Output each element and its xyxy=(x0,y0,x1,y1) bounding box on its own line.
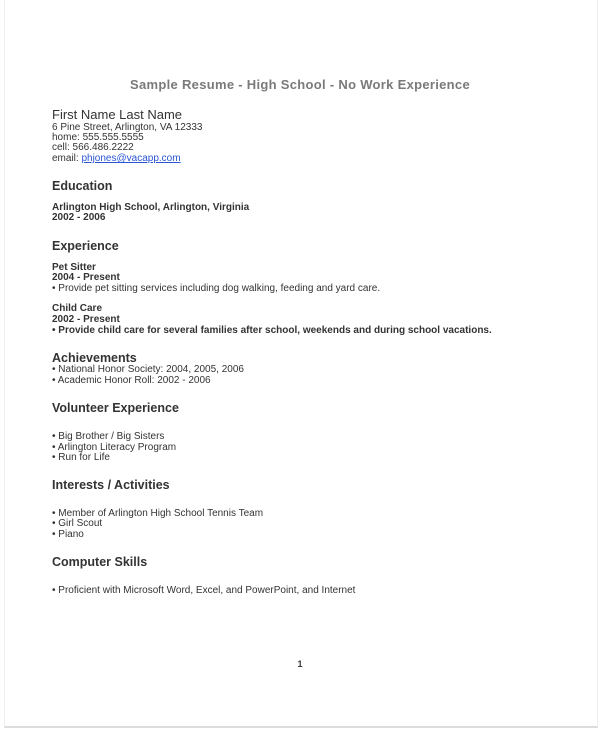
page-number: 1 xyxy=(297,659,303,669)
interest-item: • Piano xyxy=(52,529,84,540)
cell-phone: cell: 566.486.2222 xyxy=(52,142,134,153)
interest-item: • Girl Scout xyxy=(52,518,103,529)
interests-heading: Interests / Activities xyxy=(52,478,170,492)
achievement-item: • National Honor Society: 2004, 2005, 2006 xyxy=(52,364,244,375)
applicant-name: First Name Last Name xyxy=(52,107,183,122)
home-phone: home: 555.555.5555 xyxy=(52,132,144,143)
job-dates: 2002 - Present xyxy=(52,314,120,325)
job-bullet: • Provide pet sitting services including dog walking, feeding and yard care. xyxy=(52,283,381,294)
interest-item: • Member of Arlington High School Tennis Team xyxy=(52,508,264,519)
education-school: Arlington High School, Arlington, Virginia xyxy=(52,202,250,213)
volunteer-item: • Run for Life xyxy=(52,452,110,463)
job-bullet: • Provide child care for several families after school, weekends and during school vacations. xyxy=(52,325,492,336)
volunteer-item: • Arlington Literacy Program xyxy=(52,442,177,453)
email-line xyxy=(52,153,181,164)
volunteer-item: • Big Brother / Big Sisters xyxy=(52,431,165,442)
skill-item: • Proficient with Microsoft Word, Excel, and PowerPoint, and Internet xyxy=(52,585,356,596)
achievement-item: • Academic Honor Roll: 2002 - 2006 xyxy=(52,375,211,386)
address: 6 Pine Street, Arlington, VA 12333 xyxy=(52,122,203,133)
experience-heading: Experience xyxy=(52,239,119,253)
email-link[interactable]: phjones@vacapp.com xyxy=(81,153,181,164)
volunteer-heading: Volunteer Experience xyxy=(52,401,179,415)
skills-heading: Computer Skills xyxy=(52,555,148,569)
education-heading: Education xyxy=(52,179,113,193)
document-title: Sample Resume - High School - No Work Experience xyxy=(130,77,470,92)
job-title: Child Care xyxy=(52,303,103,314)
email-label: email: xyxy=(52,153,82,164)
education-years: 2002 - 2006 xyxy=(52,212,106,223)
achievements-heading: Achievements xyxy=(52,351,137,365)
job-title: Pet Sitter xyxy=(52,262,96,273)
job-dates: 2004 - Present xyxy=(52,272,120,283)
